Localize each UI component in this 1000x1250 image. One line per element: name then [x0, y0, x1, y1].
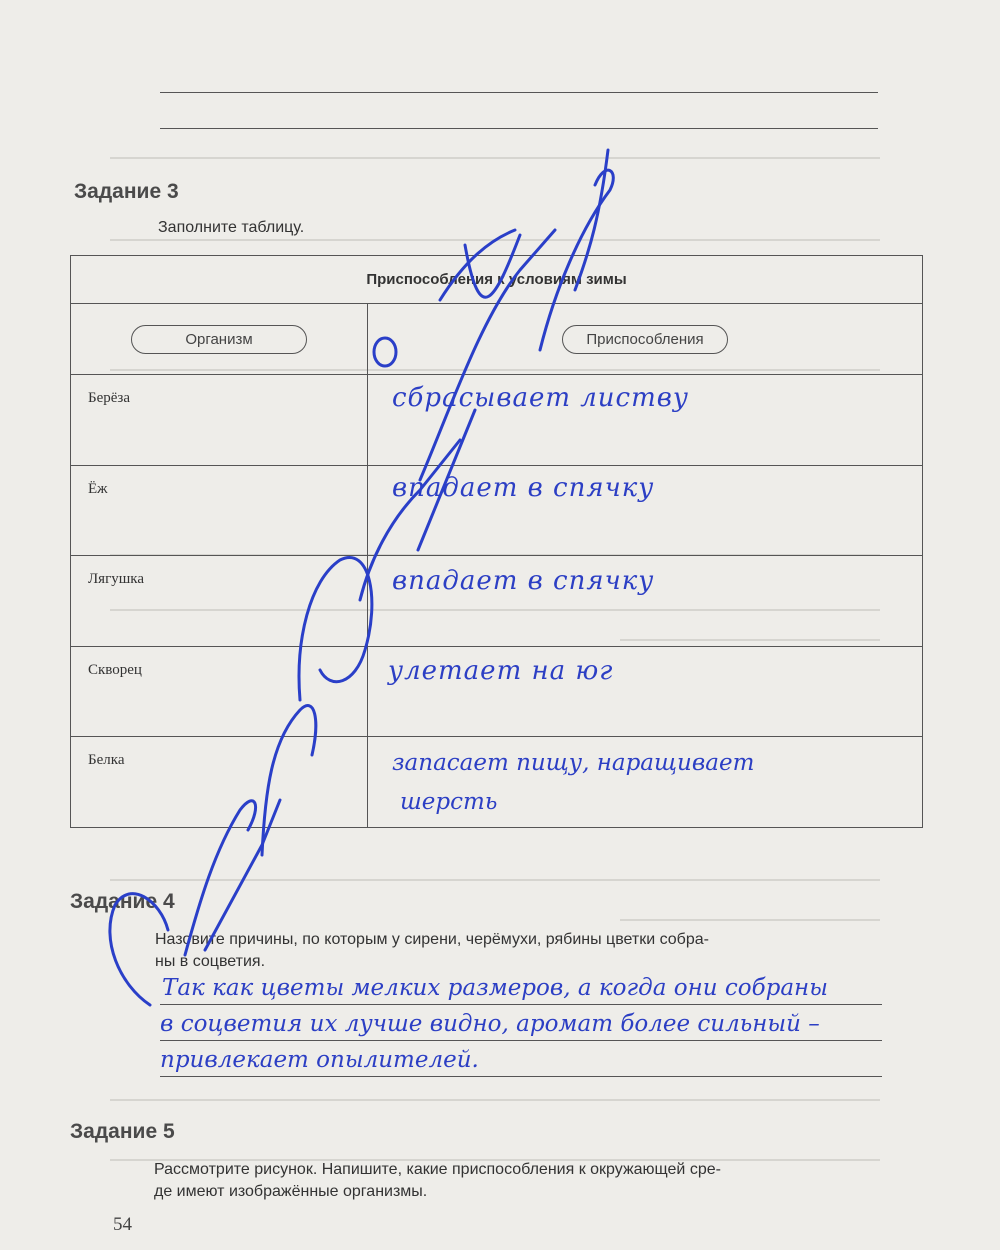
- organism-cell: Ёж: [88, 481, 108, 497]
- task4-question: [155, 929, 885, 973]
- task3-instruction: Заполните таблицу.: [158, 219, 305, 236]
- answer-line: [160, 128, 878, 129]
- handwritten-answer: запасает пищу, наращивает: [392, 750, 755, 776]
- answer-line: [160, 1040, 882, 1041]
- adaptation-table: [70, 255, 923, 828]
- handwritten-answer: улетает на юг: [388, 656, 614, 686]
- page-number: 54: [113, 1214, 132, 1235]
- column-header-organism: Организм: [131, 325, 307, 354]
- organism-cell: Белка: [88, 752, 125, 768]
- organism-cell: Лягушка: [88, 571, 144, 587]
- column-header-adaptation: Приспособления: [562, 325, 728, 354]
- handwritten-answer: впадает в спячку: [392, 473, 655, 503]
- handwritten-answer: Так как цветы мелких размеров, а когда они собраны: [162, 975, 828, 1001]
- handwritten-answer: шерсть: [400, 789, 498, 815]
- task5-question-line: де имеют изображённые организмы.: [154, 1183, 428, 1200]
- table-caption: Приспособления к условиям зимы: [71, 256, 923, 304]
- task4-question-line: Назовите причины, по которым у сирени, черёмухи, рябины цветки собра-: [155, 931, 709, 948]
- handwritten-answer: привлекает опылителей.: [160, 1047, 479, 1073]
- organism-cell: Скворец: [88, 662, 142, 678]
- organism-cell: Берёза: [88, 390, 131, 406]
- task4-heading: Задание 4: [70, 890, 175, 913]
- answer-line: [160, 1004, 882, 1005]
- answer-line: [160, 1076, 882, 1077]
- handwritten-answer: в соцветия их лучше видно, аромат более сильный –: [160, 1011, 820, 1037]
- task3-heading: Задание 3: [74, 180, 179, 203]
- task5-question: [154, 1159, 894, 1203]
- task5-heading: Задание 5: [70, 1120, 175, 1143]
- task4-question-line: ны в соцветия.: [155, 953, 266, 970]
- task5-question-line: Рассмотрите рисунок. Напишите, какие приспособления к окружающей сре-: [154, 1161, 721, 1178]
- answer-line: [160, 92, 878, 93]
- handwritten-answer: впадает в спячку: [392, 566, 655, 596]
- handwritten-answer: сбрасывает листву: [392, 383, 689, 413]
